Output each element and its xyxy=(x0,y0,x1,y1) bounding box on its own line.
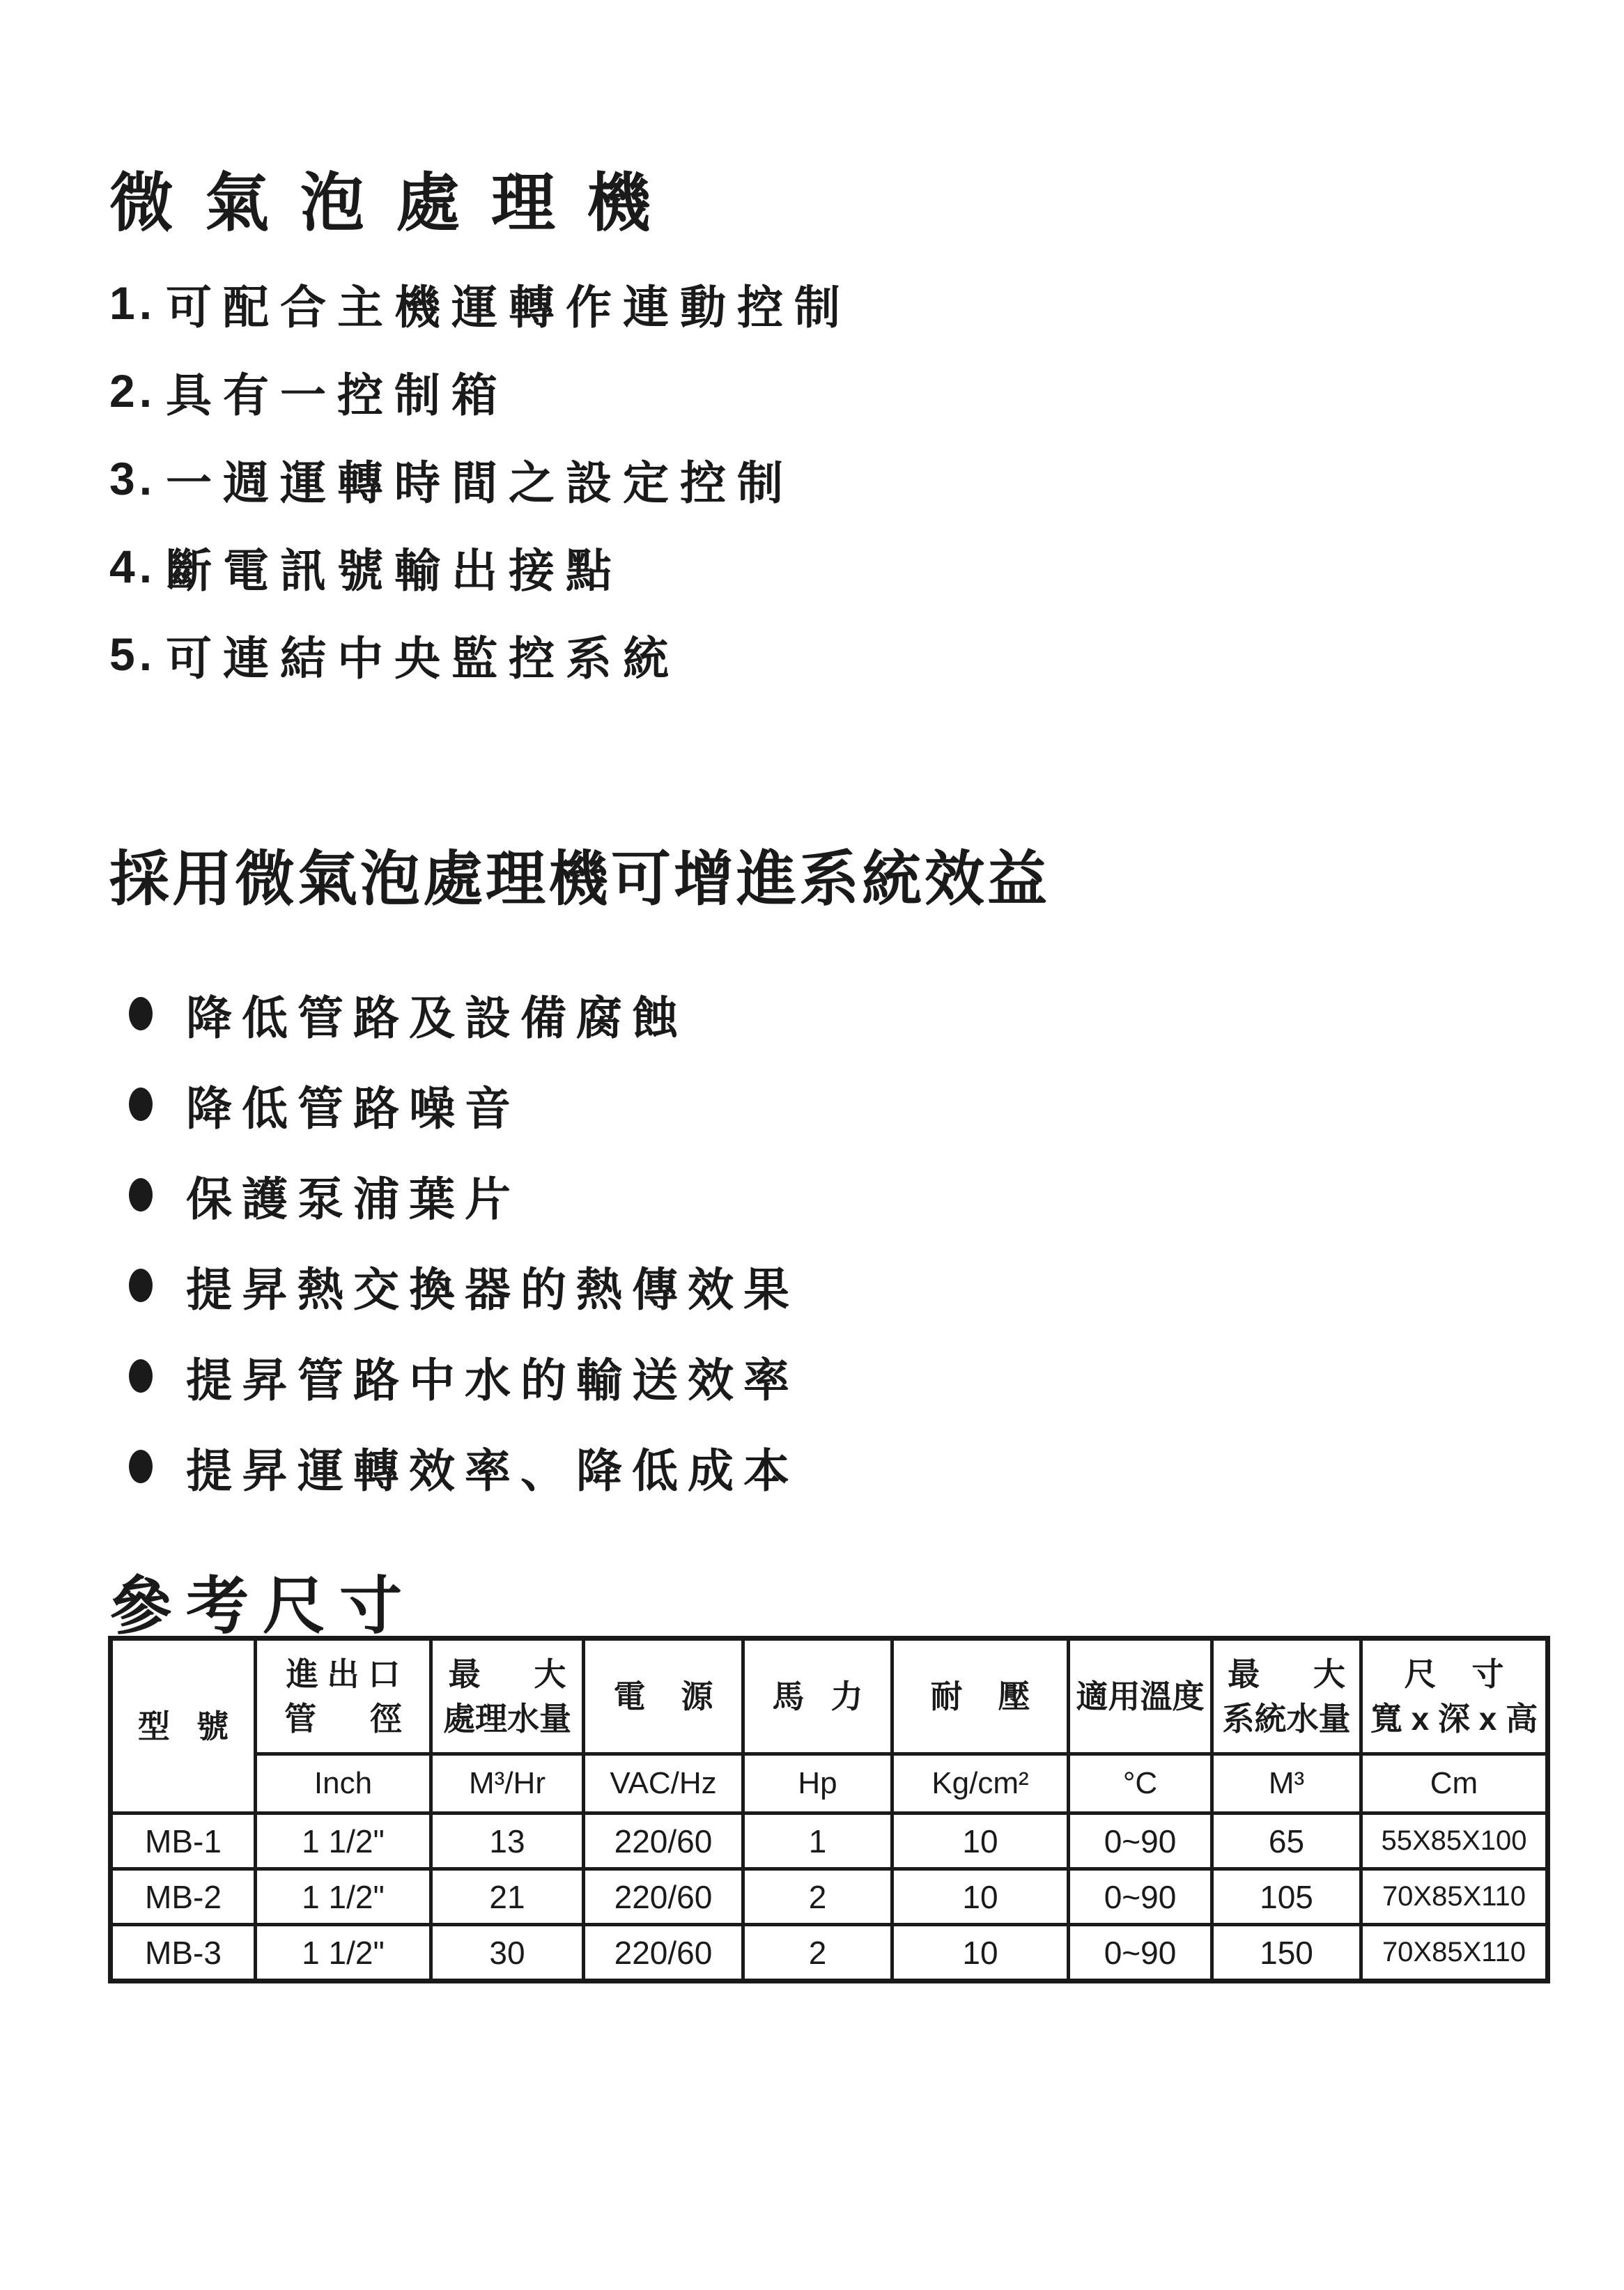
col-header-pressure-resistance xyxy=(892,1639,1069,1754)
unit-cell: Cm xyxy=(1361,1754,1548,1813)
col-header-max-system-water xyxy=(1212,1639,1361,1754)
spec-table-header-row xyxy=(111,1639,1548,1754)
col-header-line: 系統水量 xyxy=(1222,1701,1351,1737)
feature-item-number: 2. xyxy=(109,365,157,417)
bullet-icon xyxy=(129,1359,153,1393)
cell-model: MB-1 xyxy=(111,1813,256,1869)
cell-system-water: 65 xyxy=(1212,1813,1361,1869)
col-header-horsepower xyxy=(743,1639,892,1754)
feature-item xyxy=(109,523,851,610)
feature-item-number: 3. xyxy=(109,453,157,504)
cell-system-water: 150 xyxy=(1212,1925,1361,1981)
col-header-line: 型 號 xyxy=(137,1708,229,1744)
main-title: 微氣泡處理機 xyxy=(109,168,683,239)
benefit-item xyxy=(109,1331,799,1421)
feature-item-number: 4. xyxy=(109,541,157,592)
col-header-max-treated-water xyxy=(431,1639,584,1754)
benefit-item-text: 提昇運轉效率、降低成本 xyxy=(186,1444,799,1496)
bullet-icon xyxy=(129,997,153,1030)
feature-item xyxy=(109,435,851,523)
benefit-item xyxy=(109,1421,799,1512)
dimensions-title: 參考尺寸 xyxy=(109,1572,416,1641)
cell-treated-water: 13 xyxy=(431,1813,584,1869)
cell-power: 220/60 xyxy=(584,1925,743,1981)
col-header-line: 尺 寸 xyxy=(1404,1656,1504,1692)
benefit-item-text: 降低管路及設備腐蝕 xyxy=(186,991,688,1044)
benefit-item xyxy=(109,1059,799,1150)
cell-power: 220/60 xyxy=(584,1869,743,1925)
col-header-applicable-temperature xyxy=(1069,1639,1212,1754)
cell-pressure: 10 xyxy=(892,1813,1069,1869)
benefit-item-text: 提昇熱交換器的熱傳效果 xyxy=(186,1263,799,1315)
cell-power: 220/60 xyxy=(584,1813,743,1869)
spec-table-units-row xyxy=(111,1754,1548,1813)
col-header-pipe-diameter xyxy=(256,1639,431,1754)
col-header-model xyxy=(111,1639,256,1813)
benefit-item-text: 降低管路噪音 xyxy=(186,1082,520,1134)
cell-dimensions: 70X85X110 xyxy=(1361,1925,1548,1981)
cell-treated-water: 21 xyxy=(431,1869,584,1925)
feature-item-text: 斷電訊號輸出接點 xyxy=(166,544,624,596)
unit-cell: Inch xyxy=(256,1754,431,1813)
col-header-line: 管 徑 xyxy=(284,1701,402,1737)
benefit-list xyxy=(109,968,799,1512)
col-header-line: 耐 壓 xyxy=(930,1678,1030,1715)
col-header-line: 最 大 xyxy=(1228,1656,1345,1692)
feature-item-number: 5. xyxy=(109,628,157,680)
feature-item-text: 可連結中央監控系統 xyxy=(166,632,681,684)
bullet-icon xyxy=(129,1178,153,1212)
cell-temperature: 0~90 xyxy=(1069,1869,1212,1925)
cell-system-water: 105 xyxy=(1212,1869,1361,1925)
col-header-line: 處理水量 xyxy=(443,1701,571,1737)
bullet-icon xyxy=(129,1269,153,1302)
col-header-line: 電 源 xyxy=(613,1678,713,1715)
spec-table-row-mb1 xyxy=(111,1813,1548,1869)
cell-hp: 2 xyxy=(743,1925,892,1981)
cell-pressure: 10 xyxy=(892,1925,1069,1981)
cell-dimensions: 70X85X110 xyxy=(1361,1869,1548,1925)
cell-temperature: 0~90 xyxy=(1069,1813,1212,1869)
feature-list xyxy=(109,259,851,698)
col-header-line: 適用溫度 xyxy=(1076,1678,1205,1715)
cell-hp: 2 xyxy=(743,1869,892,1925)
col-header-line: 進 出 口 xyxy=(286,1656,401,1692)
cell-model: MB-2 xyxy=(111,1869,256,1925)
col-header-power xyxy=(584,1639,743,1754)
feature-item-text: 一週運轉時間之設定控制 xyxy=(166,456,795,509)
unit-cell: M³/Hr xyxy=(431,1754,584,1813)
cell-pipe: 1 1/2" xyxy=(256,1925,431,1981)
unit-cell: °C xyxy=(1069,1754,1212,1813)
feature-item-text: 可配合主機運轉作連動控制 xyxy=(166,281,852,333)
unit-cell: VAC/Hz xyxy=(584,1754,743,1813)
spec-table xyxy=(108,1636,1550,1983)
benefit-item xyxy=(109,1240,799,1331)
feature-item xyxy=(109,610,851,698)
col-header-line: 寬 x 深 x 高 xyxy=(1370,1701,1538,1737)
benefit-item-text: 保護泵浦葉片 xyxy=(186,1173,520,1225)
cell-hp: 1 xyxy=(743,1813,892,1869)
bullet-icon xyxy=(129,1450,153,1483)
feature-item-text: 具有一控制箱 xyxy=(166,369,509,421)
feature-item-number: 1. xyxy=(109,277,157,329)
feature-item xyxy=(109,347,851,435)
spec-table-row-mb2 xyxy=(111,1869,1548,1925)
cell-pipe: 1 1/2" xyxy=(256,1813,431,1869)
cell-treated-water: 30 xyxy=(431,1925,584,1981)
unit-cell: M³ xyxy=(1212,1754,1361,1813)
benefits-title: 採用微氣泡處理機可增進系統效益 xyxy=(109,846,1050,913)
unit-cell: Hp xyxy=(743,1754,892,1813)
col-header-line: 最 大 xyxy=(448,1656,566,1692)
col-header-line: 馬 力 xyxy=(772,1678,863,1715)
cell-model: MB-3 xyxy=(111,1925,256,1981)
feature-item xyxy=(109,259,851,347)
benefit-item xyxy=(109,968,799,1059)
bullet-icon xyxy=(129,1088,153,1121)
benefit-item-text: 提昇管路中水的輸送效率 xyxy=(186,1354,799,1406)
benefit-item xyxy=(109,1150,799,1240)
cell-temperature: 0~90 xyxy=(1069,1925,1212,1981)
unit-cell: Kg/cm² xyxy=(892,1754,1069,1813)
spec-table-row-mb3 xyxy=(111,1925,1548,1981)
cell-dimensions: 55X85X100 xyxy=(1361,1813,1548,1869)
col-header-dimensions xyxy=(1361,1639,1548,1754)
cell-pressure: 10 xyxy=(892,1869,1069,1925)
cell-pipe: 1 1/2" xyxy=(256,1869,431,1925)
